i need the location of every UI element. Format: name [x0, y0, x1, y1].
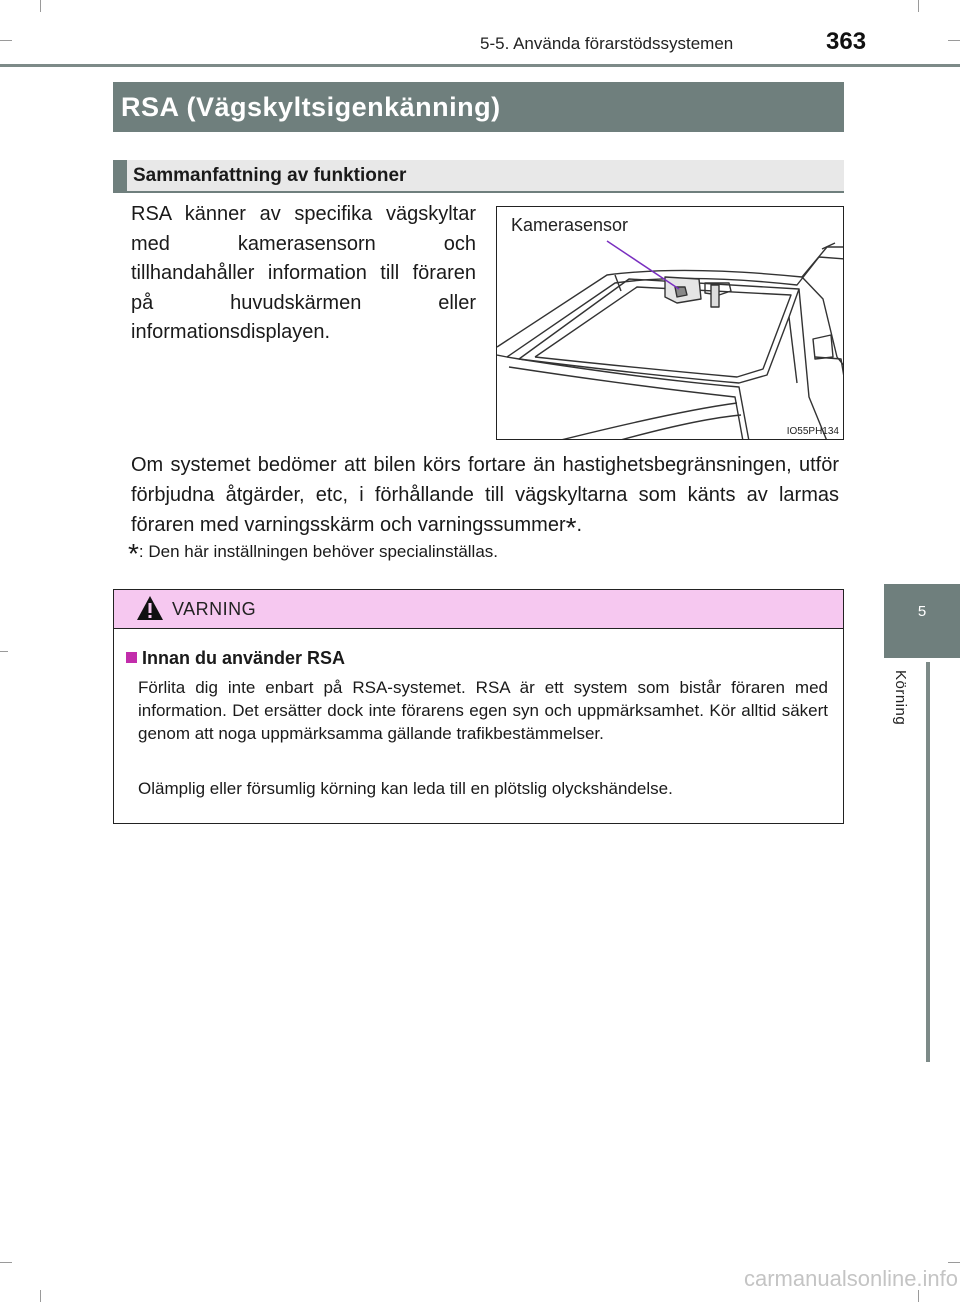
footnote-text: : Den här inställningen behöver specialinställas.: [138, 542, 499, 561]
asterisk-marker: *: [565, 512, 577, 543]
warning-triangle-icon: [136, 594, 164, 622]
body-text: Om systemet bedömer att bilen körs fortare än hastighetsbegränsningen, utför förbjudna åtgärder, etc, i förhållande till vägskyltarna som känts av larmas föraren med varningsskärm och varningssummer: [131, 454, 839, 536]
warning-paragraph-2: Olämplig eller försumlig körning kan leda till en plötslig olyckshändelse.: [138, 779, 673, 798]
body-paragraph: [131, 450, 839, 543]
figure-callout-label: Kamerasensor: [511, 215, 629, 235]
crop-mark: [0, 1262, 12, 1263]
camera-sensor-figure: [496, 206, 844, 440]
warning-paragraph-1: Förlita dig inte enbart på RSA-systemet. RSA är ett system som bistår föraren med information. Det ersätter dock inte förarens egen syn och uppmärksamhet. Kör alltid säkert genom att noga uppmärksamma gällande trafikbestämmelser.: [138, 678, 828, 743]
crop-mark: [0, 40, 12, 41]
page-number: 363: [826, 28, 867, 55]
windshield-illustration: [497, 207, 844, 440]
chapter-label: Körning: [892, 670, 909, 726]
square-bullet-icon: [126, 652, 137, 663]
warning-item-title-text: Innan du använder RSA: [142, 648, 346, 668]
page-title: RSA (Vägskyltsigenkänning): [113, 82, 844, 132]
crop-mark: [40, 1290, 41, 1302]
chapter-label-wrap: [884, 662, 926, 802]
header-rule: [0, 64, 960, 67]
crop-mark: [948, 1262, 960, 1263]
chapter-tab: [884, 584, 960, 658]
figure-code: IO55PH134: [786, 426, 839, 437]
body-end: .: [576, 514, 583, 536]
intro-paragraph: RSA känner av specifika vägskyltar med kamerasensorn och tillhandahåller information till föraren på huvudskärmen eller informationsdisplayen.: [131, 203, 476, 343]
side-rule: [926, 662, 930, 1062]
warning-box: [113, 589, 844, 824]
warning-header: [114, 590, 843, 629]
subheading: Sammanfattning av funktioner: [113, 160, 844, 193]
crop-mark: [918, 0, 919, 12]
crop-mark: [0, 651, 8, 652]
crop-mark: [40, 0, 41, 12]
chapter-number: 5: [917, 603, 927, 620]
warning-item-title: [126, 648, 345, 669]
running-header: 5-5. Använda förarstödssystemen: [480, 34, 734, 53]
footnote: [128, 538, 499, 569]
warning-title: VARNING: [172, 599, 257, 619]
footnote-star: *: [128, 538, 139, 569]
crop-mark: [948, 40, 960, 41]
watermark: carmanualsonline.info: [744, 1266, 959, 1291]
